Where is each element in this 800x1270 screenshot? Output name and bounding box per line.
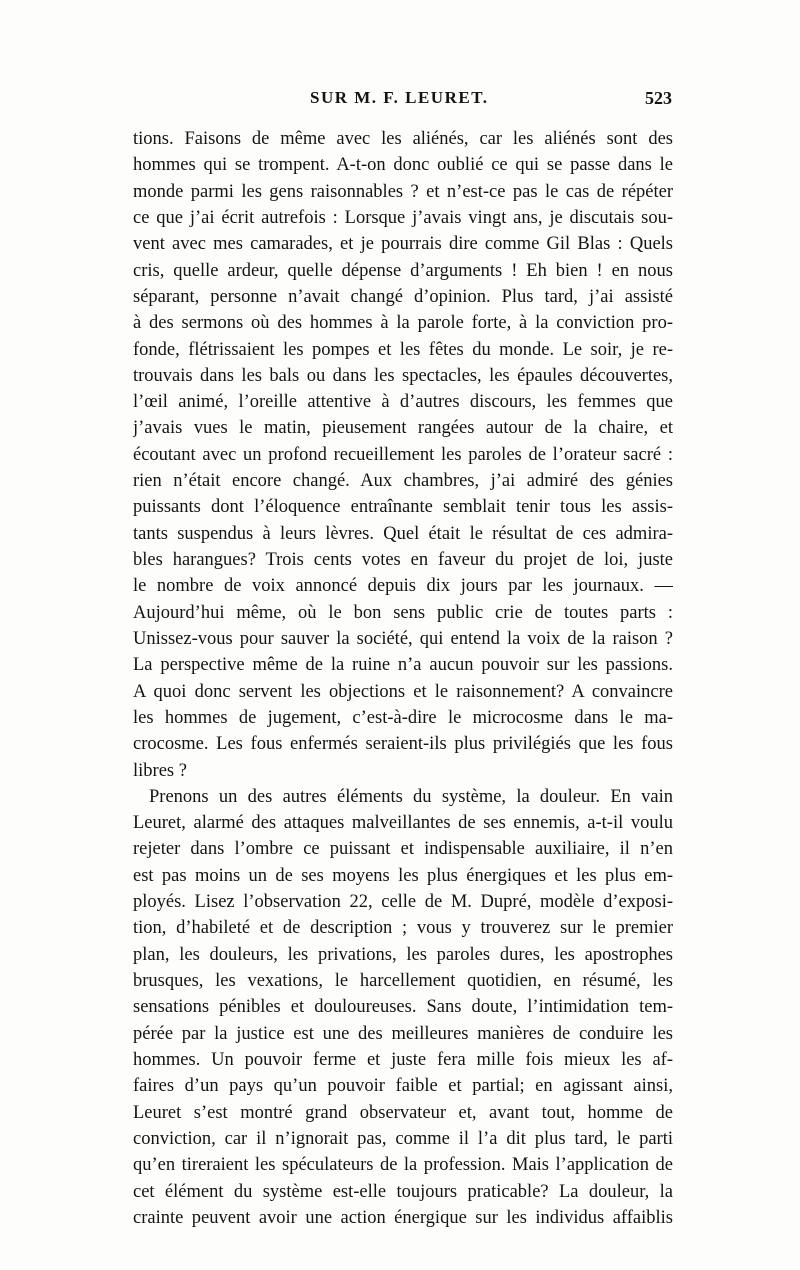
text-line: brusques, les vexations, le harcellement quotidien, en résumé, les (133, 971, 673, 991)
text-line: le nombre de voix annoncé depuis dix jours par les journaux. — (133, 576, 673, 597)
text-line: A quoi donc servent les objections et le raisonnement? A convaincre (133, 681, 673, 702)
text-line: Leuret s’est montré grand observateur et, avant tout, homme de (133, 1102, 673, 1123)
text-line: crocosme. Les fous enfermés seraient-ils plus privilégiés que les fous (133, 734, 673, 755)
text-line: séparant, personne n’avait changé d’opinion. Plus tard, j’ai assisté (133, 286, 673, 307)
text-line: tion, d’habileté et de description ; vous y trouverez sur le premier (133, 918, 673, 939)
text-line: tions. Faisons de même avec les aliénés, car les aliénés sont des (133, 129, 673, 149)
text-line: monde parmi les gens raisonnables ? et n’est-ce pas le cas de répéter (133, 181, 673, 202)
text-line: faires d’un pays qu’un pouvoir faible et partial; en agissant ainsi, (133, 1076, 673, 1097)
paragraph-end-line: libres ? (133, 760, 187, 781)
running-head (132, 88, 672, 114)
text-line: trouvais dans les bals ou dans les spectacles, les épaules découvertes, (133, 365, 673, 386)
text-line: écoutant avec un profond recueillement les paroles de l’orateur sacré : (133, 444, 673, 465)
text-line: cet élément du système est-elle toujours praticable? La douleur, la (133, 1181, 673, 1202)
text-line: ployés. Lisez l’observation 22, celle de M. Dupré, modèle d’exposi- (133, 892, 673, 913)
text-line: rejeter dans l’ombre ce puissant et indispensable auxiliaire, il n’en (133, 839, 673, 860)
text-line: sensations pénibles et douloureuses. Sans doute, l’intimidation tem- (133, 997, 673, 1018)
text-line: ce que j’ai écrit autrefois : Lorsque j’avais vingt ans, je discutais sou- (133, 207, 673, 228)
text-line: les hommes de jugement, c’est-à-dire le microcosme dans le ma- (133, 707, 673, 728)
text-line: bles harangues? Trois cents votes en faveur du projet de loi, juste (133, 550, 673, 570)
text-line: à des sermons où des hommes à la parole forte, à la conviction pro- (133, 313, 673, 334)
text-line: pérée par la justice est une des meilleures manières de conduire les (133, 1023, 673, 1044)
text-line: plan, les douleurs, les privations, les paroles dures, les apostrophes (133, 944, 673, 965)
text-line: Aujourd’hui même, où le bon sens public crie de toutes parts : (133, 602, 673, 623)
text-line: est pas moins un de ses moyens les plus énergiques et les plus em- (133, 865, 673, 886)
text-line: puissants dont l’éloquence entraînante semblait tenir tous les assis- (133, 497, 673, 518)
text-line: Leuret, alarmé des attaques malveillantes de ses ennemis, a-t-il voulu (133, 813, 673, 834)
page-number: 523 (645, 88, 672, 108)
text-line: La perspective même de la ruine n’a aucun pouvoir sur les passions. (133, 655, 673, 676)
text-line: qu’en tireraient les spéculateurs de la profession. Mais l’application de (133, 1155, 673, 1176)
text-line: fonde, flétrissaient les pompes et les fêtes du monde. Le soir, je re- (133, 339, 673, 360)
text-line: conviction, car il n’ignorait pas, comme il l’a dit plus tard, le parti (133, 1128, 673, 1149)
text-line: crainte peuvent avoir une action énergique sur les individus affaiblis (133, 1207, 673, 1228)
text-line: hommes. Un pouvoir ferme et juste fera mille fois mieux les af- (133, 1049, 673, 1070)
text-line: cris, quelle ardeur, quelle dépense d’arguments ! Eh bien ! en nous (133, 260, 673, 281)
running-title: SUR M. F. LEURET. (310, 88, 489, 107)
text-line: l’œil animé, l’oreille attentive à d’autres discours, les femmes que (133, 392, 673, 413)
text-line: j’avais vues le matin, pieusement rangées autour de la chaire, et (133, 418, 673, 439)
text-line: vent avec mes camarades, et je pourrais dire comme Gil Blas : Quels (133, 234, 673, 255)
body-text (133, 126, 673, 1231)
text-line: rien n’était encore changé. Aux chambres, j’ai admiré des génies (133, 471, 673, 492)
text-line: tants suspendus à leurs lèvres. Quel était le résultat de ces admira- (133, 523, 673, 544)
text-line: hommes qui se trompent. A-t-on donc oublié ce qui se passe dans le (133, 155, 673, 176)
paragraph-start-line: Prenons un des autres éléments du système, la douleur. En vain (149, 786, 673, 807)
text-line: Unissez-vous pour sauver la société, qui entend la voix de la raison ? (133, 628, 673, 649)
